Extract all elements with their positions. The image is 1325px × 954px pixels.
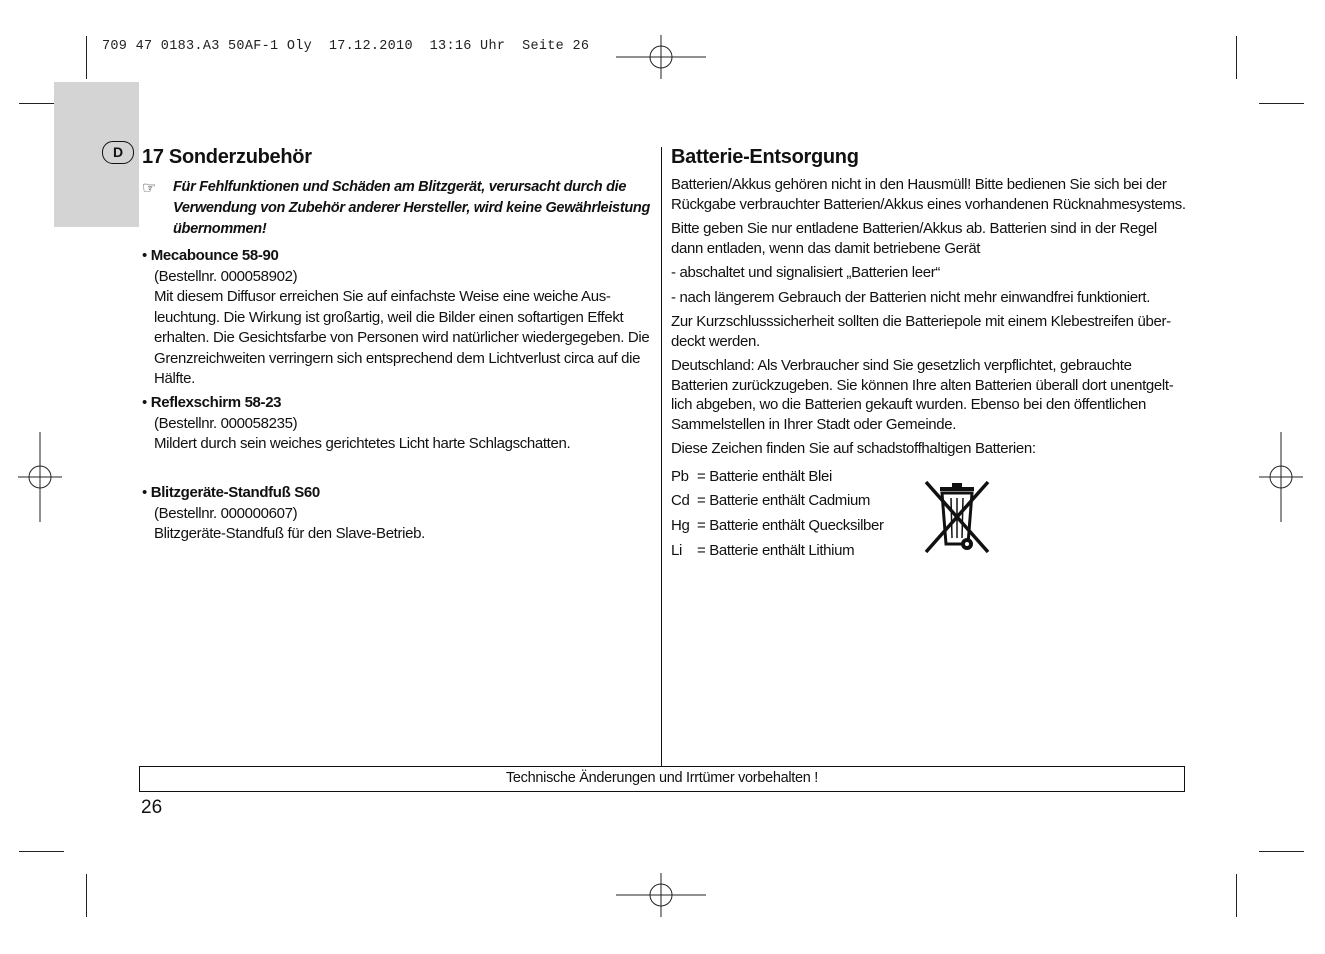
chemical-symbol: Li — [671, 542, 682, 559]
section-title-battery-disposal: Batterie-Entsorgung — [671, 146, 859, 168]
registration-mark-top — [616, 35, 706, 79]
accessory-item: • Reflexschirm 58-23 (Bestellnr. 000058235) Mildert durch sein weiches gerichtetes Licht harte Schlagschatten. — [142, 393, 652, 455]
accessory-item: • Mecabounce 58-90 (Bestellnr. 000058902) Mit diesem Diffusor erreichen Sie auf einfachste Weise eine weiche Aus-leuchtung. Die Wirkung ist großartig, weil die Bilder einen softartigen Effekt erhalten. Die Gesichtsfarbe von Personen wird natürlicher wiedergegeben. Die Grenzreichweiten verringern sich entsprechend dem Lichtverlust circa auf die Hälfte. — [142, 246, 652, 390]
chemical-symbol: Hg — [671, 517, 690, 534]
crop-mark — [1236, 874, 1237, 917]
accessory-name: Mecabounce 58-90 — [150, 247, 279, 264]
accessory-order-number: (Bestellnr. 000000607) — [154, 504, 298, 522]
accessory-order-number: (Bestellnr. 000058235) — [154, 414, 298, 432]
paragraph: Batterien/Akkus gehören nicht in den Hausmüll! Bitte bedienen Sie sich bei der Rückgabe verbrauchter Batterien/Akkus eines vorhandenen Rücknahmesystems. — [671, 176, 1186, 213]
crop-mark — [1259, 103, 1304, 104]
accessory-order-number: (Bestellnr. 000058902) — [154, 267, 298, 285]
registration-mark-bottom — [616, 873, 706, 917]
pointing-hand-icon: ☞ — [142, 180, 157, 197]
chemical-description: = Batterie enthält Lithium — [697, 542, 855, 559]
chemical-row — [671, 468, 911, 485]
chemical-description: = Batterie enthält Quecksilber — [697, 517, 884, 534]
chemical-row — [671, 517, 911, 534]
crop-mark — [1259, 851, 1304, 852]
paragraph: Deutschland: Als Verbraucher sind Sie gesetzlich verpflichtet, gebrauchte Batterien zurückzugeben. Sie können Ihre alten Batterien überall dort unentgelt-lich abgeben, wo die Batterien gekauft wurden. Ebenso bei den öffentlichen Sammelstellen in Ihrer Stadt oder Gemeinde. — [671, 357, 1174, 433]
print-header: 709 47 0183.A3 50AF-1 Oly 17.12.2010 13:16 Uhr Seite 26 — [102, 39, 590, 54]
accessory-description: Mit diesem Diffusor erreichen Sie auf einfachste Weise eine weiche Aus-leuchtung. Die Wirkung ist großartig, weil die Bilder einen softartigen Effekt erhalten. Die Gesichtsfarbe von Personen wird natürlicher wiedergegeben. Die Grenzreichweiten verringern sich entsprechend dem Lichtverlust circa auf die Hälfte. — [154, 288, 650, 387]
accessory-description: Blitzgeräte-Standfuß für den Slave-Betrieb. — [154, 525, 425, 542]
accessory-description: Mildert durch sein weiches gerichtetes Licht harte Schlagschatten. — [154, 435, 571, 452]
registration-mark-left — [18, 432, 62, 522]
warranty-note: Für Fehlfunktionen und Schäden am Blitzgerät, verursacht durch die Verwendung von Zubehör anderer Hersteller, wird keine Gewährleistung übernommen! — [173, 179, 651, 237]
crossed-out-bin-icon — [922, 478, 992, 556]
crop-mark — [86, 874, 87, 917]
footer-disclaimer: Technische Änderungen und Irrtümer vorbehalten ! — [139, 766, 1185, 792]
chemical-row — [671, 542, 911, 559]
paragraph: Bitte geben Sie nur entladene Batterien/Akkus ab. Batterien sind in der Regel dann entladen, wenn das damit betriebene Gerät — [671, 220, 1157, 257]
crop-mark — [19, 851, 64, 852]
crop-mark — [1236, 36, 1237, 79]
registration-mark-right — [1259, 432, 1303, 522]
column-divider — [661, 147, 662, 767]
battery-disposal-text — [671, 175, 1186, 464]
section-title-accessories: 17 Sonderzubehör — [142, 146, 312, 168]
accessory-name: Blitzgeräte-Standfuß S60 — [150, 484, 320, 501]
paragraph: - nach längerem Gebrauch der Batterien nicht mehr einwandfrei funktioniert. — [671, 288, 1151, 306]
paragraph: Diese Zeichen finden Sie auf schadstoffhaltigen Batterien: — [671, 440, 1036, 457]
accessory-name: Reflexschirm 58-23 — [150, 394, 282, 411]
paragraph: Zur Kurzschlusssicherheit sollten die Batteriepole mit einem Klebestreifen über-deckt werden. — [671, 313, 1171, 350]
language-badge: D — [102, 141, 134, 164]
accessory-item: • Blitzgeräte-Standfuß S60 (Bestellnr. 000000607) Blitzgeräte-Standfuß für den Slave-Betrieb. — [142, 483, 652, 545]
paragraph: - abschaltet und signalisiert „Batterien leer“ — [671, 264, 941, 281]
chemical-symbol: Pb — [671, 468, 689, 485]
chemical-description: = Batterie enthält Cadmium — [697, 492, 871, 509]
chemical-description: = Batterie enthält Blei — [697, 468, 832, 485]
page-number: 26 — [141, 797, 163, 818]
crop-mark — [86, 36, 87, 79]
chemical-row — [671, 492, 911, 509]
chemical-symbol: Cd — [671, 492, 690, 509]
